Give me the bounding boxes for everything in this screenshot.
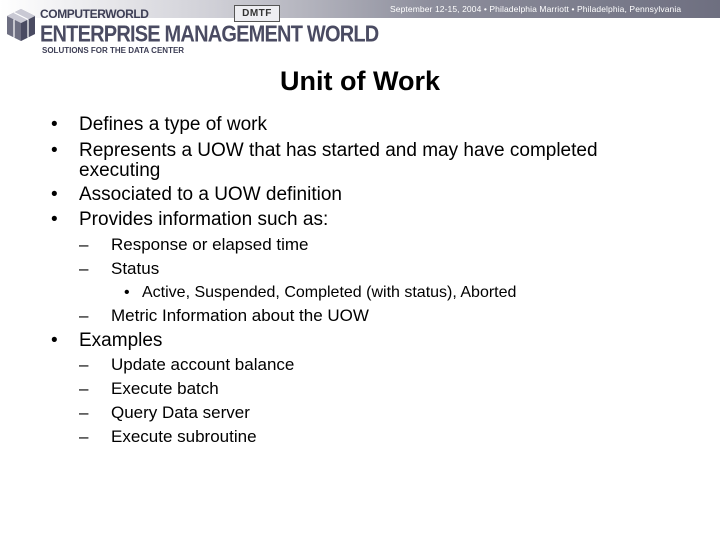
dash-marker: –	[79, 403, 89, 422]
sub-sub-item	[124, 283, 517, 303]
bullet-item	[51, 184, 342, 206]
dash-marker: –	[79, 235, 89, 254]
bullet-item	[51, 140, 598, 162]
logo-title: ENTERPRISE MANAGEMENT WORLD	[40, 22, 379, 48]
bullet-marker: •	[51, 114, 58, 135]
logo-computerworld: COMPUTERWORLD	[40, 7, 149, 21]
logo-cube-icon	[4, 6, 38, 42]
sub-item-text: Execute subroutine	[111, 427, 257, 446]
sub-item	[79, 305, 369, 327]
dash-marker: –	[79, 259, 89, 278]
bullet-item	[51, 209, 329, 231]
bullet-marker: •	[51, 140, 58, 161]
sub-sub-item-text: Active, Suspended, Completed (with status), Aborted	[142, 284, 517, 301]
dash-marker: –	[79, 379, 89, 398]
bullet-marker: •	[124, 284, 130, 301]
bullet-item	[51, 330, 163, 352]
sub-item-text: Update account balance	[111, 355, 295, 374]
bullet-text: Provides information such as:	[79, 209, 329, 230]
event-date-line: September 12-15, 2004 • Philadelphia Marriott • Philadelphia, Pennsylvania	[390, 4, 682, 14]
sub-item	[79, 378, 219, 400]
sub-item-text: Metric Information about the UOW	[111, 306, 369, 325]
bullet-text: executing	[79, 160, 161, 181]
logo-dmtf: DMTF	[234, 5, 280, 22]
conference-logo	[4, 2, 379, 62]
sub-item	[79, 234, 309, 256]
bullet-item	[51, 114, 267, 136]
sub-item-text: Response or elapsed time	[111, 235, 309, 254]
dash-marker: –	[79, 355, 89, 374]
bullet-text: Examples	[79, 330, 163, 351]
bullet-text: Represents a UOW that has started and may have completed	[79, 140, 598, 161]
dash-marker: –	[79, 427, 89, 446]
sub-item	[79, 426, 257, 448]
bullet-continuation	[79, 160, 160, 182]
bullet-marker: •	[51, 184, 58, 205]
sub-item	[79, 258, 160, 280]
sub-item-text: Status	[111, 259, 160, 278]
bullet-marker: •	[51, 209, 58, 230]
bullet-marker: •	[51, 330, 58, 351]
bullet-text: Associated to a UOW definition	[79, 184, 342, 205]
logo-tagline: SOLUTIONS FOR THE DATA CENTER	[42, 46, 185, 55]
sub-item-text: Execute batch	[111, 379, 219, 398]
sub-item-text: Query Data server	[111, 403, 250, 422]
bullet-text: Defines a type of work	[79, 114, 267, 135]
sub-item	[79, 402, 250, 424]
slide-title: Unit of Work	[280, 66, 440, 96]
sub-item	[79, 354, 295, 376]
dash-marker: –	[79, 306, 89, 325]
